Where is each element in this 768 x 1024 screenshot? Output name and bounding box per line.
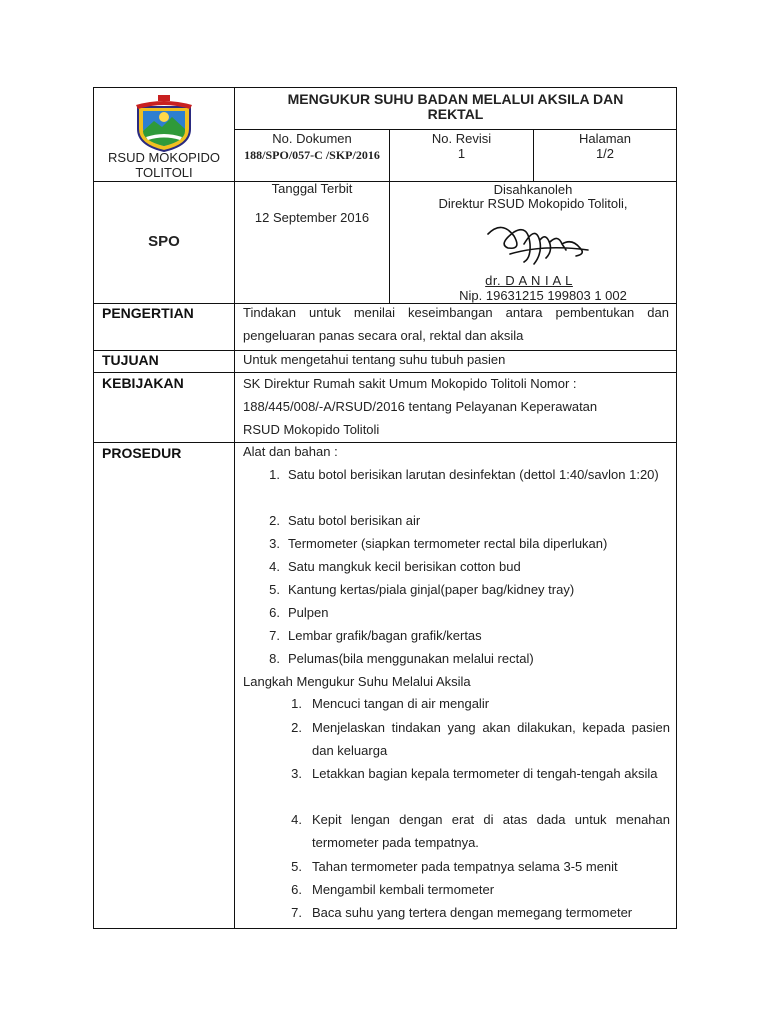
tools-heading: Alat dan bahan : [243,444,338,459]
kebijakan-line: 188/445/008/-A/RSUD/2016 tentang Pelayanan Keperawatan [243,399,598,414]
doc-number-label: No. Dokumen [272,131,352,146]
tujuan-label: TUJUAN [102,352,159,368]
spo-label: SPO [148,233,180,250]
row-line [93,350,677,351]
doc-number-value: 188/SPO/057-C /SKP/2016 [244,148,380,162]
pengertian-text: Tindakan untuk menilai keseimbangan antara pembentukan dan pengeluaran panas secara oral, rektal dan aksila [243,305,669,343]
table-border-right [676,87,677,929]
approval-label: Disahkanoleh [493,182,573,197]
table-border-top [93,87,677,88]
kebijakan-line: RSUD Mokopido Tolitoli [243,422,380,437]
tujuan-text: Untuk mengetahui tentang suhu tubuh pasien [243,352,506,367]
kebijakan-line: SK Direktur Rumah sakit Umum Mokopido Tolitoli Nomor : [243,376,577,391]
kebijakan-label: KEBIJAKAN [102,375,184,391]
hospital-logo [132,95,196,153]
revision-value: 1 [457,146,466,161]
approver-title: Direktur RSUD Mokopido Tolitoli, [438,196,628,211]
signer-nip: Nip. 19631215 199803 1 002 [459,288,627,303]
hospital-name-line1: RSUD MOKOPIDO [108,150,220,165]
revision-label: No. Revisi [431,131,492,146]
page-value: 1/2 [595,146,615,161]
issued-date-label: Tanggal Terbit [271,181,353,196]
page-label: Halaman [578,131,632,146]
table-border-left [93,87,94,929]
row-line [93,442,677,443]
pengertian-label: PENGERTIAN [102,305,194,321]
issued-date-value: 12 September 2016 [254,210,370,225]
steps-heading: Langkah Mengukur Suhu Melalui Aksila [243,674,471,689]
row-line [234,129,677,130]
table-border-bottom [93,928,677,929]
hospital-name-line2: TOLITOLI [135,165,193,180]
document-page: RSUD MOKOPIDO TOLITOLI MENGUKUR SUHU BADAN MELALUI AKSILA DAN REKTAL No. Dokumen 188/SPO/057-C /SKP/2016 No. Revisi 1 Halaman 1/2 SPO Tanggal Terbit 12 September 2016 Disahkanoleh Direktur RSUD Mokopido Tolitoli, dr. D A N I A L Nip. 19631215 199803 1 002 PENGERTIAN Tindakan untuk menilai keseimbangan antara pembentukan dan pengeluaran panas secara oral, rektal dan aksila TUJUAN Untuk mengetahui tentang suhu tubuh pasien KEBIJAKAN SK Direktur Rumah sakit Umum Mokopido Tolitoli Nomor : 188/445/008/-A/RSUD/2016 tentang Pelayanan Keperawatan RSUD Mokopido Tolitoli PROSEDUR Alat dan bahan : 1. Satu botol berisikan larutan desinfektan (dettol 1:40/savlon 1:20) 2. Satu botol berisikan air 3. Termometer (siapkan termometer rectal bila diperlukan) 4. Satu mangkuk kecil berisikan cotton bud 5. Kantung kertas/piala ginjal(paper bag/kidney tray) 6. Pulpen 7. Lembar grafik/bagan grafik/kertas 8. Pelumas(bila menggunakan melalui rectal) Langkah Mengukur Suhu Melalui Aksila 1. Mencuci tangan di air mengalir 2. Menjelaskan tindakan yang akan dilakukan, kepada pasien dan keluarga 3. Letakkan bagian kepala termometer di tengah-tengah aksila 4. Kepit lengan dengan erat di atas dada untuk menahan termometer pada tempatnya. 5. Tahan termometer pada tempatnya selama 3-5 menit 6. Mengambil kembali termometer 7. Baca suhu yang tertera dengan memegang termometer [0,0,768,1024]
document-title-line1: MENGUKUR SUHU BADAN MELALUI AKSILA DAN [287,91,624,107]
prosedur-label: PROSEDUR [102,445,182,461]
signature [484,214,594,272]
document-title-line2: REKTAL [427,106,484,122]
signer-name: dr. D A N I A L [485,273,573,288]
row-line [93,372,677,373]
